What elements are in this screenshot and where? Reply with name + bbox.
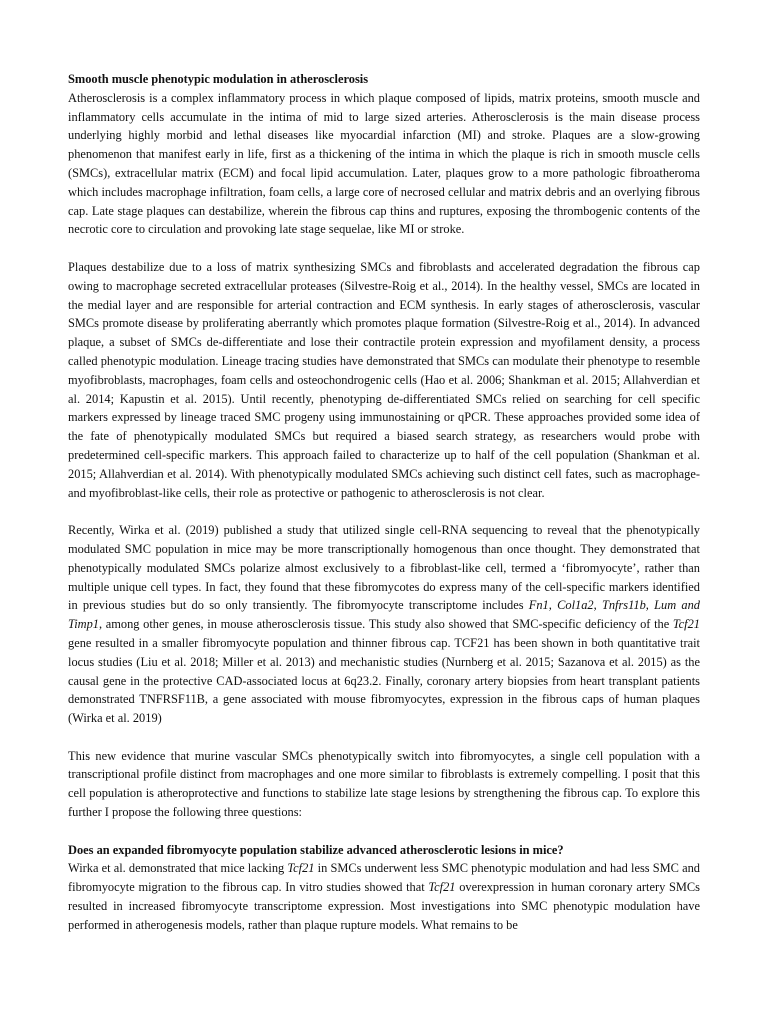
question-heading-fibromyocyte: Does an expanded fibromyocyte population stabilize advanced atherosclerotic lesions in mice? [68,842,564,857]
paragraph-question-one [68,859,700,934]
text-run: gene resulted in a smaller fibromyocyte population and thinner fibrous cap. TCF21 has been shown in both quantitative trait locus studies (Liu et al. 2018; Miller et al. 2013) and mechanistic studies (Nurnberg et al. 2015; Sazanova et al. 2015) as the causal gene in the protective CAD-associated locus at 6q23.2. Finally, coronary artery biopsies from heart transplant patients demonstrated TNFRSF11B, a gene associated with mouse fibromyocytes, expression in the fibrous caps of human plaques (Wirka et al. 2019) [68,635,700,726]
paragraph-gap [68,502,700,521]
gene-tcf21-italic: Tcf21 [672,617,700,632]
text-run: Recently, Wirka et al. (2019) published a study that utilized single cell-RNA sequencing to reveal that the phenotypically modulated SMC population in mice may be more transcriptionally homogenous than once thought. They demonstrated that phenotypically modulated SMCs polarize almost exclusively to a fibroblast-like cell, termed a ‘fibromyocyte’, rather than multiple unique cell types. In fact, they found that these fibromycotes do express many of the cell-specific markers identified in previous studies but do so only transiently. The fibromyocyte transcriptome includes [68,523,700,613]
text-run: , among other genes, in mouse atherosclerosis tissue. This study also showed that SMC-specific deficiency of the [99,617,673,632]
paragraph-gap [68,822,700,841]
paragraph-plaque-destabilization: Plaques destabilize due to a loss of matrix synthesizing SMCs and fibroblasts and accelerated degradation the fibrous cap owing to macrophage secreted extracellular proteases (Silvestre-Roig et al., 2014). In the healthy vessel, SMCs are located in the medial layer and are responsible for arterial contraction and ECM synthesis. In early stages of atherosclerosis, vascular SMCs promote disease by proliferating aberrantly which promotes plaque formation (Silvestre-Roig et al., 2014). In advanced plaque, a subset of SMCs de-differentiate and lose their contractile protein expression and myofilament density, a process called phenotypic modulation. Lineage tracing studies have demonstrated that SMCs can modulate their phenotype to resemble myofibroblasts, macrophages, foam cells and osteochondrogenic cells (Hao et al. 2006; Shankman et al. 2015; Allahverdian et al. 2014; Kapustin et al. 2015). Until recently, phenotyping de-differentiated SMCs relied on searching for cell specific markers expressed by lineage traced SMC progeny using immunostaining or qPCR. These approaches provided some idea of the fate of phenotypically modulated SMCs but required a biased search strategy, as researchers would probe with predetermined cell-specific markers. This approach failed to characterize up to half of the cell population (Shankman et al. 2015; Allahverdian et al. 2014). With phenotypically modulated SMCs achieving such distinct cell fates, such as macrophage- and myofibroblast-like cells, their role as protective or pathogenic to atherosclerosis is not clear. [68,259,700,500]
section-heading-smc-modulation: Smooth muscle phenotypic modulation in atherosclerosis [68,72,369,86]
gene-list-italic: Fn1, Col1a2, Tnfrs11b, Lum and Timp1 [68,598,700,632]
gene-tcf21-italic: Tcf21 [287,861,315,876]
gene-tcf21-italic: Tcf21 [428,880,456,895]
paragraph-atherosclerosis-intro: Atherosclerosis is a complex inflammatory process in which plaque composed of lipids, matrix proteins, smooth muscle and inflammatory cells accumulate in the intima of mid to large sized arteries. Atherosclerosis is the main disease process underlying highly morbid and lethal diseases like myocardial infarction (MI) and stroke. Plaques are a slow-growing phenomenon that manifest early in life, first as a thickening of the intima in which the plaque is rich in smooth muscle cells (SMCs), extracellular matrix (ECM) and focal lipid accumulation. Later, plaques grow to a more pathologic fibroatheroma which includes macrophage infiltration, foam cells, a large core of necrosed cellular and matrix debris and an overlying fibrous cap. Late stage plaques can destabilize, wherein the fibrous cap thins and ruptures, exposing the thrombogenic contents of the necrotic core to circulation and provoking late stage sequelae, like MI or stroke. [68,90,700,237]
paragraph-gap [68,728,700,747]
paragraph-wirka-study [68,521,700,728]
paragraph-gap [68,239,700,258]
text-run: in SMCs underwent less SMC phenotypic modulation and had less SMC and fibromyocyte migration to the fibrous cap. In vitro studies showed that [68,861,700,895]
text-run: Wirka et al. demonstrated that mice lacking [68,861,288,876]
text-run: overexpression in human coronary artery SMCs resulted in increased fibromyocyte transcriptome expression. Most investigations into SMC phenotypic modulation have performed in atherogenesis models, rather than plaque rupture models. What remains to be [68,880,700,932]
paragraph-hypothesis: This new evidence that murine vascular SMCs phenotypically switch into fibromyocytes, a single cell population with a transcriptional profile distinct from macrophages and one more similar to fibroblasts is extremely compelling. I posit that this cell population is atheroprotective and functions to stabilize late stage lesions by strengthening the fibrous cap. To explore this further I propose the following three questions: [68,748,700,820]
document-page [68,70,700,935]
